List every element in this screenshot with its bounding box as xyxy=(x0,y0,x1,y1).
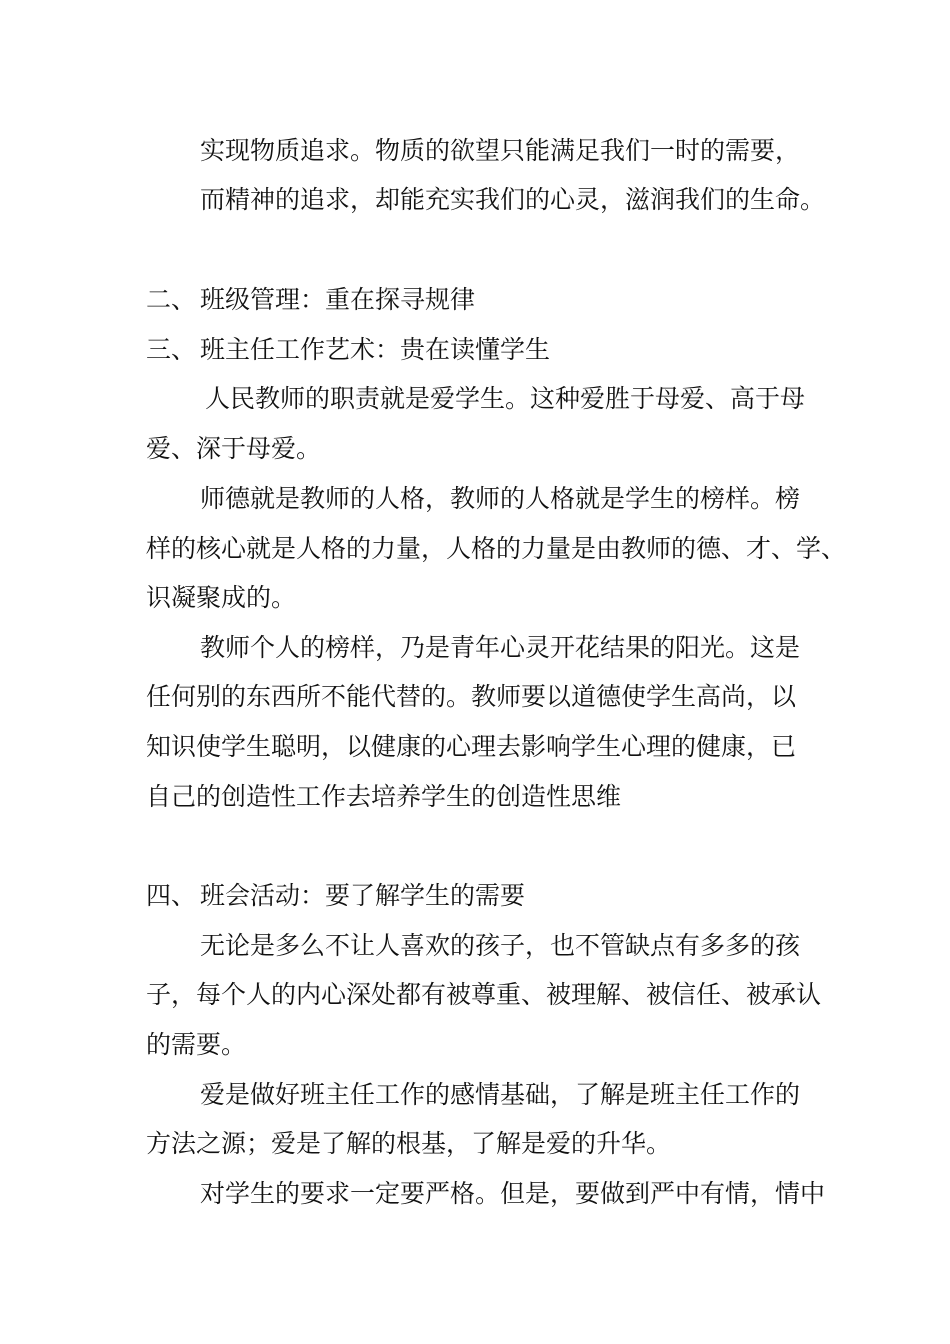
body-text-line: 人民教师的职责就是爱学生。这种爱胜于母爱、高于母 xyxy=(205,384,806,413)
body-text-line: 识凝聚成的。 xyxy=(146,583,297,612)
body-text-line: 样的核心就是人格的力量，人格的力量是由教师的德、才、学、 xyxy=(146,534,847,563)
body-text-line: 方法之源；爱是了解的根基，了解是爱的升华。 xyxy=(146,1129,672,1158)
section-number: 三、 xyxy=(146,335,197,364)
body-text-line: 而精神的追求，却能充实我们的心灵，滋润我们的生命。 xyxy=(200,185,826,214)
section-number: 二、 xyxy=(146,285,197,314)
section-heading-3 xyxy=(146,333,550,367)
body-text-line: 无论是多么不让人喜欢的孩子，也不管缺点有多多的孩 xyxy=(200,931,801,960)
section-heading-4 xyxy=(146,879,525,913)
section-title: 班会活动：要了解学生的需要 xyxy=(200,881,526,910)
body-text-line: 对学生的要求一定要严格。但是，要做到严中有情，情中 xyxy=(200,1179,826,1208)
body-text-line: 爱、深于母爱。 xyxy=(146,434,322,463)
body-text-line: 实现物质追求。物质的欲望只能满足我们一时的需要， xyxy=(200,136,801,165)
section-number: 四、 xyxy=(146,881,197,910)
body-text-line: 自己的创造性工作去培养学生的创造性思维 xyxy=(146,782,622,811)
body-text-line: 知识使学生聪明，以健康的心理去影响学生心理的健康，已 xyxy=(146,732,797,761)
body-text-line: 教师个人的榜样，乃是青年心灵开花结果的阳光。这是 xyxy=(200,633,801,662)
section-title: 班主任工作艺术：贵在读懂学生 xyxy=(200,335,551,364)
body-text-line: 任何别的东西所不能代替的。教师要以道德使学生高尚，以 xyxy=(146,682,797,711)
body-text-line: 子，每个人的内心深处都有被尊重、被理解、被信任、被承认 xyxy=(146,980,822,1009)
section-title: 班级管理：重在探寻规律 xyxy=(200,285,476,314)
body-text-line: 爱是做好班主任工作的感情基础，了解是班主任工作的 xyxy=(200,1080,801,1109)
body-text-line: 的需要。 xyxy=(146,1030,247,1059)
body-text-line: 师德就是教师的人格，教师的人格就是学生的榜样。榜 xyxy=(200,484,801,513)
section-heading-2 xyxy=(146,283,475,317)
